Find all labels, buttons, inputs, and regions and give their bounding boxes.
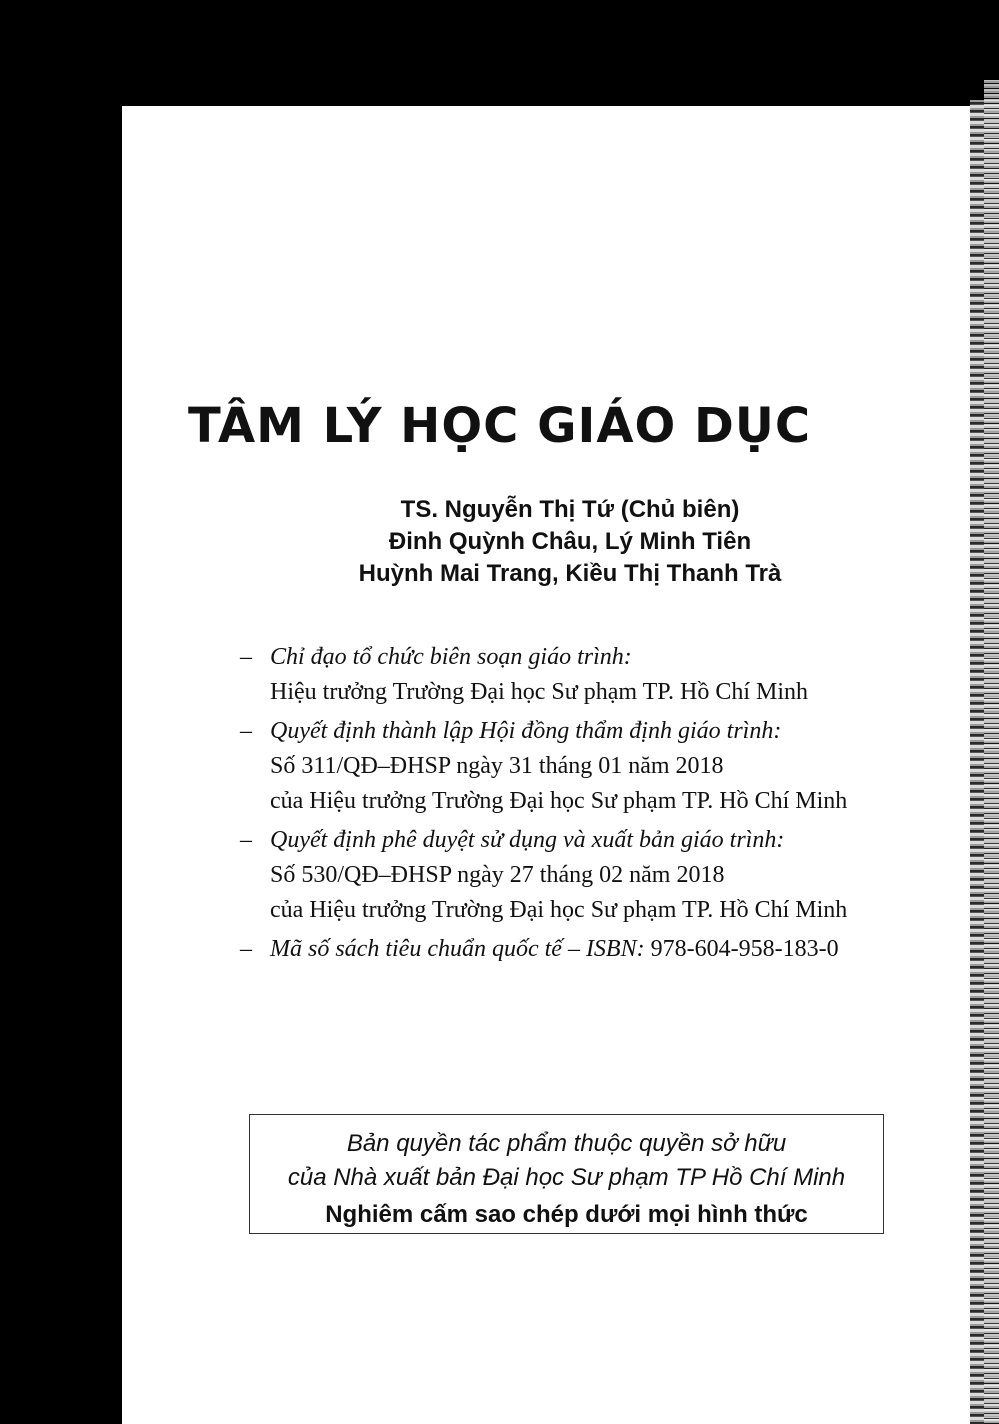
meta-line: Số 530/QĐ–ĐHSP ngày 27 tháng 02 năm 2018 (270, 862, 725, 888)
meta-line: Số 311/QĐ–ĐHSP ngày 31 tháng 01 năm 2018 (270, 753, 724, 779)
author-line-1: TS. Nguyễn Thị Tứ (Chủ biên) (400, 496, 740, 523)
list-dash: – (240, 644, 252, 670)
meta-label: Quyết định phê duyệt sử dụng và xuất bản giáo trình: (270, 827, 785, 853)
scan-edge-outer (984, 80, 999, 1424)
copyright-notice (249, 1114, 884, 1234)
book-title: TÂM LÝ HỌC GIÁO DỤC (187, 398, 812, 454)
authors-block (0, 494, 999, 590)
meta-line: của Hiệu trưởng Trường Đại học Sư phạm TP. Hồ Chí Minh (270, 897, 848, 923)
meta-line: Hiệu trưởng Trường Đại học Sư phạm TP. Hồ Chí Minh (270, 679, 808, 705)
meta-label: Chỉ đạo tổ chức biên soạn giáo trình: (270, 644, 632, 670)
list-dash: – (240, 936, 252, 962)
list-dash: – (240, 827, 252, 853)
list-dash: – (240, 718, 252, 744)
author-line-3: Huỳnh Mai Trang, Kiều Thị Thanh Trà (358, 560, 782, 587)
publication-details (240, 640, 940, 971)
meta-item-approval (240, 823, 940, 928)
author-line-2: Đinh Quỳnh Châu, Lý Minh Tiên (388, 528, 752, 555)
meta-line: của Hiệu trưởng Trường Đại học Sư phạm TP. Hồ Chí Minh (270, 788, 848, 814)
copyright-line-2: của Nhà xuất bản Đại học Sư phạm TP Hồ Chí Minh (287, 1164, 846, 1191)
meta-item-council (240, 714, 940, 819)
copyright-warning: Nghiêm cấm sao chép dưới mọi hình thức (325, 1201, 808, 1228)
meta-label: Quyết định thành lập Hội đồng thẩm định giáo trình: (270, 718, 782, 744)
isbn-label: Mã số sách tiêu chuẩn quốc tế – ISBN: (270, 936, 645, 962)
meta-item-isbn (240, 932, 940, 967)
copyright-line-1: Bản quyền tác phẩm thuộc quyền sở hữu (346, 1130, 787, 1157)
isbn-value: 978-604-958-183-0 (644, 936, 839, 962)
meta-item-direction (240, 640, 940, 710)
